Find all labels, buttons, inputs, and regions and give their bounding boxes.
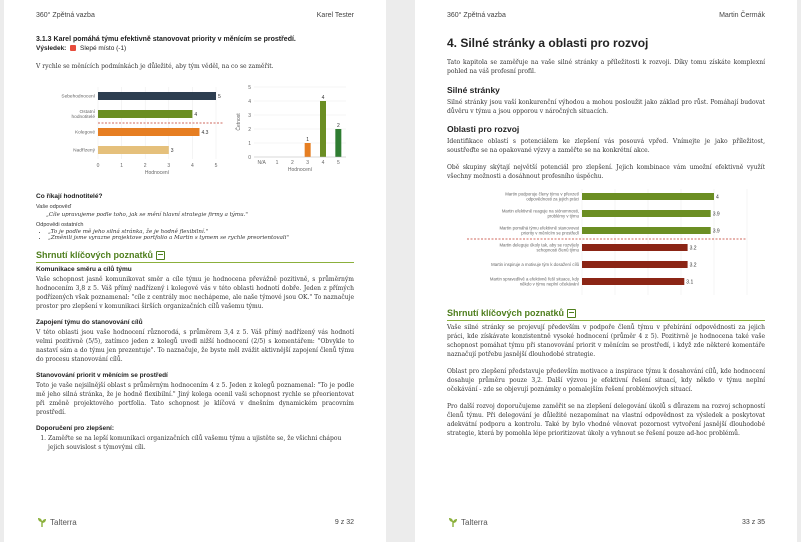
summary-title bbox=[447, 308, 765, 318]
summary-divider bbox=[447, 320, 765, 321]
block-title: Stanovování priorit v měnícím se prostředí bbox=[36, 372, 168, 379]
category-label: hodnotitelé bbox=[71, 115, 95, 120]
others-answers-label: Odpovědi ostatních bbox=[36, 222, 84, 228]
category-label: Nadřízený bbox=[73, 148, 95, 154]
x-axis-label: Hodnocení bbox=[287, 167, 313, 173]
summary-title-text: Shrnutí klíčových poznatků bbox=[447, 308, 565, 318]
summary-title-text: Shrnutí klíčových poznatků bbox=[36, 250, 154, 260]
page-content bbox=[36, 36, 354, 452]
self-answer-label: Vaše odpověď bbox=[36, 204, 72, 210]
others-answers-list bbox=[36, 229, 354, 241]
column bbox=[320, 101, 326, 157]
value-label: 4 bbox=[321, 95, 325, 101]
tick-label: 2 bbox=[143, 163, 147, 169]
bar bbox=[582, 278, 684, 285]
person-name: Karel Tester bbox=[316, 12, 354, 19]
block-text: Toto je vaše nejsilnější oblast s průměrným hodnocením 4 z 5. Jeden z kolegů poznamenal: "To je podle mě jeho silná stránka, že je hodně flexibilní." Jiný kolega ocenil vaši schopnost rychle se přeorientovat při změně projektového portfolia. Tato schopnost je klíčová v dnešním dynamickém pracovním prostředí. bbox=[36, 382, 354, 416]
page-content bbox=[447, 36, 765, 438]
tick-label: 0 bbox=[96, 163, 100, 169]
value-label: 1 bbox=[306, 137, 310, 143]
block-title: Komunikace směru a cílů týmu bbox=[36, 266, 132, 273]
summary-paragraph: Oblast pro zlepšení představuje především motivace a inspirace týmu k dosahování cílů, kde hodnocení dosahuje průměru pouze 3,2. Další výzvou je efektivní řešení situací, kdy někdo v týmu neplní očekávání - zde se objevují poznámky o pomalejším řešení problémových situací. bbox=[447, 368, 765, 393]
value-label: 3.1 bbox=[686, 279, 694, 286]
statement-label: schopnosti členů týmu bbox=[536, 247, 579, 253]
category-label: 2 bbox=[290, 160, 294, 166]
statement-label: problémy v týmu bbox=[547, 213, 579, 219]
development-text-2: Obě skupiny skýtají největší potenciál pro zlepšení. Jejich kombinace vám umožní efektivně využít všechny možnosti a dosáhnout profesního úspěchu. bbox=[447, 164, 765, 180]
feedback-section bbox=[36, 193, 354, 241]
category-label: 3 bbox=[306, 160, 310, 166]
bar bbox=[582, 210, 711, 217]
tick-label: 5 bbox=[248, 85, 251, 91]
y-axis-label: Četnost bbox=[236, 113, 242, 131]
statement-label: Martin inspiruje a motivuje tým k dosažení cílů bbox=[491, 262, 579, 267]
value-label: 4 bbox=[194, 112, 198, 118]
rating-bar-chart bbox=[36, 81, 226, 179]
bar bbox=[98, 110, 192, 118]
page-number: 33 z 35 bbox=[742, 518, 765, 526]
statement-label: Martin podporuje členy týmu v převzetí bbox=[505, 191, 579, 197]
section-title: 3.1.3 Karel pomáhá týmu efektivně stanovovat priority v měnícím se prostředí. bbox=[36, 36, 296, 43]
category-label: Sebehodnocení bbox=[61, 94, 95, 100]
bar bbox=[98, 146, 169, 154]
bar bbox=[582, 227, 711, 234]
summary-section bbox=[447, 308, 765, 438]
bar bbox=[582, 261, 688, 268]
feedback-title: Co říkají hodnotitelé? bbox=[36, 193, 103, 200]
tick-label: 3 bbox=[248, 113, 251, 119]
value-label: 3.9 bbox=[712, 228, 720, 235]
statement-label: priority v měnícím se prostředí bbox=[521, 230, 579, 236]
result-line bbox=[36, 45, 354, 52]
talterra-logo bbox=[447, 516, 488, 528]
person-name: Martin Čermák bbox=[719, 12, 765, 19]
bar bbox=[582, 193, 714, 200]
category-label: 1 bbox=[275, 160, 279, 166]
category-label: N/A bbox=[257, 160, 266, 166]
summary-divider bbox=[36, 262, 354, 263]
recommendation-item: 1. Zaměřte se na lepší komunikaci organizačních cílů vašemu týmu a ujistěte se, že všichni chápou jejich souvislost s týmovými cíli. bbox=[48, 434, 354, 452]
page-right bbox=[415, 0, 797, 542]
statement-label: Martin deleguje úkoly tak, aby se rozvíjely bbox=[499, 242, 579, 248]
strengths-title: Silné stránky bbox=[447, 85, 500, 95]
statements-bar-chart bbox=[447, 187, 765, 299]
others-answer-item: • „Změnili jsme vyrazne projektove portfolio a Martin s tymem se rychle preorientovali" bbox=[48, 235, 354, 241]
self-answer-quote: „Cíle upravujeme podle toho, jak se mění hlavní strategie firmy a týmu." bbox=[46, 212, 248, 218]
page-number: 9 z 32 bbox=[334, 518, 354, 526]
tick-label: 1 bbox=[120, 163, 123, 169]
logo-text: Talterra bbox=[50, 517, 77, 527]
tick-label: 3 bbox=[167, 163, 171, 169]
column bbox=[335, 129, 341, 157]
value-label: 3.2 bbox=[689, 262, 697, 269]
page-footer bbox=[447, 516, 765, 528]
intro-text: V rychle se měnících podmínkách je důležité, aby tým věděl, na co se zaměřit. bbox=[36, 63, 274, 70]
report-title: 360° Zpětná vazba bbox=[36, 12, 95, 19]
page-left bbox=[4, 0, 386, 542]
summary-icon bbox=[156, 251, 165, 260]
bar bbox=[98, 92, 216, 100]
value-label: 3.9 bbox=[712, 211, 720, 218]
development-text: Identifikace oblastí s potenciálem ke zlepšení vás posouvá vpřed. Vnímejte je jako příležitost, soustřeďte se na opakované výzvy a zaměřte se na konkrétní akce. bbox=[447, 138, 765, 154]
statement-label: odpovědnosti za jejich práci bbox=[526, 196, 579, 202]
page-footer bbox=[36, 516, 354, 528]
recommendations-title: Doporučení pro zlepšení: bbox=[36, 425, 115, 432]
category-label: 4 bbox=[321, 160, 325, 166]
logo-text: Talterra bbox=[461, 517, 488, 527]
recommendations-list bbox=[36, 434, 354, 452]
statement-label: Martin spravedlivě a efektivně řeší situace, kdy bbox=[489, 276, 579, 282]
value-label: 4.3 bbox=[201, 130, 209, 136]
statement-label: někdo v týmu neplní očekávání bbox=[519, 281, 579, 287]
frequency-column-chart bbox=[234, 81, 354, 179]
value-label: 2 bbox=[336, 123, 340, 129]
tick-label: 1 bbox=[248, 141, 251, 147]
summary-section bbox=[36, 250, 354, 452]
category-label: 5 bbox=[336, 160, 340, 166]
block-title: Zapojení týmu do stanovování cílů bbox=[36, 319, 143, 326]
value-label: 3 bbox=[170, 148, 174, 154]
sprout-icon bbox=[447, 516, 459, 528]
summary-title bbox=[36, 250, 354, 260]
chapter-title: 4. Silné stránky a oblasti pro rozvoj bbox=[447, 36, 649, 50]
column bbox=[305, 143, 311, 157]
bar bbox=[582, 244, 688, 251]
summary-paragraph: Pro další rozvoj doporučujeme zaměřit se na zlepšení delegování úkolů s důrazem na rozvoj schopností členů týmu. Při delegování je důležité nezapomínat na vlastní odpovědnost za výsledek a poskytovat adekvátní podporu a kontrolu. Také by bylo vhodné věnovat pozornost vytvoření jasnější dlouhodobé strategie, která by pomohla lépe prioritizovat úkoly a vyhnout se řešení pouze ad-hoc problémů. bbox=[447, 403, 765, 437]
strengths-text: Silné stránky jsou vaší konkurenční výhodou a mohou posloužit jako základ pro růst. Pomáhají budovat důvěru v týmu a jsou opporou v náročných situacích. bbox=[447, 99, 765, 115]
tick-label: 4 bbox=[248, 99, 251, 105]
summary-paragraph: Vaše silné stránky se projevují především v podpoře členů týmu v přebírání odpovědnosti za jejich práci, kde získávate konzistentně vysoké hodnocení (průměr 4 z 5). Pozitivně je hodnocena také vaše schopnost pomáhat týmu při stanovování priorit v měnícím se prostředí, i když zde některé komentáře naznačují potřebu jasnější dlouhodobé strategie. bbox=[447, 324, 765, 358]
chapter-intro: Tato kapitola se zaměřuje na vaše silné stránky a příležitosti k rozvoji. Díky tomu získáte komplexní pohled na váš profesní profil. bbox=[447, 59, 765, 75]
statement-label: Martin efektivně reaguje na siónomnosti, bbox=[501, 208, 579, 214]
charts-row bbox=[36, 81, 354, 179]
result-label: Výsledek: bbox=[36, 45, 67, 52]
page-header bbox=[447, 12, 765, 19]
block-text: Vaše schopnost jasně komunikovat směr a cíle týmu je hodnocena převážně pozitivně, s průměrným hodnocením 3,8 z 5. Váš přímý nadřízený i kolegové vás v této oblasti hodnotí dobře. Jeden z přímých podřízených však poznamenal: "cíle z centrály moc nechápeme, ale naše týmové jsou OK." To naznačuje prostor pro zlepšení v komunikaci širších organizačních cílů vašemu týmu. bbox=[36, 276, 354, 310]
tick-label: 4 bbox=[191, 163, 194, 169]
block-text: V této oblasti jsou vaše hodnocení různorodá, s průměrem 3,4 z 5. Váš přímý nadřízený vás hodnotí velmi pozitivně (5/5), zatímco jeden z kolegů uvedl nižší hodnocení (2/5) s komentářem: "Obvykle to nastaví sám a do týmu jen prezentuje". To naznačuje, že byste měl zvážit aktivnější zapojení členů týmu do procesu stanovování cílů. bbox=[36, 329, 354, 363]
others-answer-item: • „To je podle mě jeho silná stránka, že je hodně flexibilní." bbox=[48, 229, 354, 235]
category-label: Ostatní bbox=[79, 110, 95, 115]
x-axis-label: Hodnocení bbox=[144, 170, 170, 176]
tick-label: 0 bbox=[248, 155, 251, 161]
value-label: 5 bbox=[218, 94, 221, 100]
development-title: Oblasti pro rozvoj bbox=[447, 124, 520, 134]
tick-label: 2 bbox=[248, 127, 251, 133]
value-label: 3.2 bbox=[689, 245, 697, 252]
result-value: Slepé místo (-1) bbox=[79, 45, 127, 52]
tick-label: 5 bbox=[214, 163, 218, 169]
statement-label: Martin pomáhá týmu efektivně stanovovat bbox=[499, 225, 579, 231]
report-title: 360° Zpětná vazba bbox=[447, 12, 506, 19]
summary-icon bbox=[567, 309, 576, 318]
bar bbox=[98, 128, 199, 136]
category-label: Kolegové bbox=[74, 130, 95, 136]
value-label: 4 bbox=[716, 194, 719, 201]
blind-spot-icon bbox=[70, 45, 76, 51]
talterra-logo bbox=[36, 516, 77, 528]
sprout-icon bbox=[36, 516, 48, 528]
page-header bbox=[36, 12, 354, 19]
